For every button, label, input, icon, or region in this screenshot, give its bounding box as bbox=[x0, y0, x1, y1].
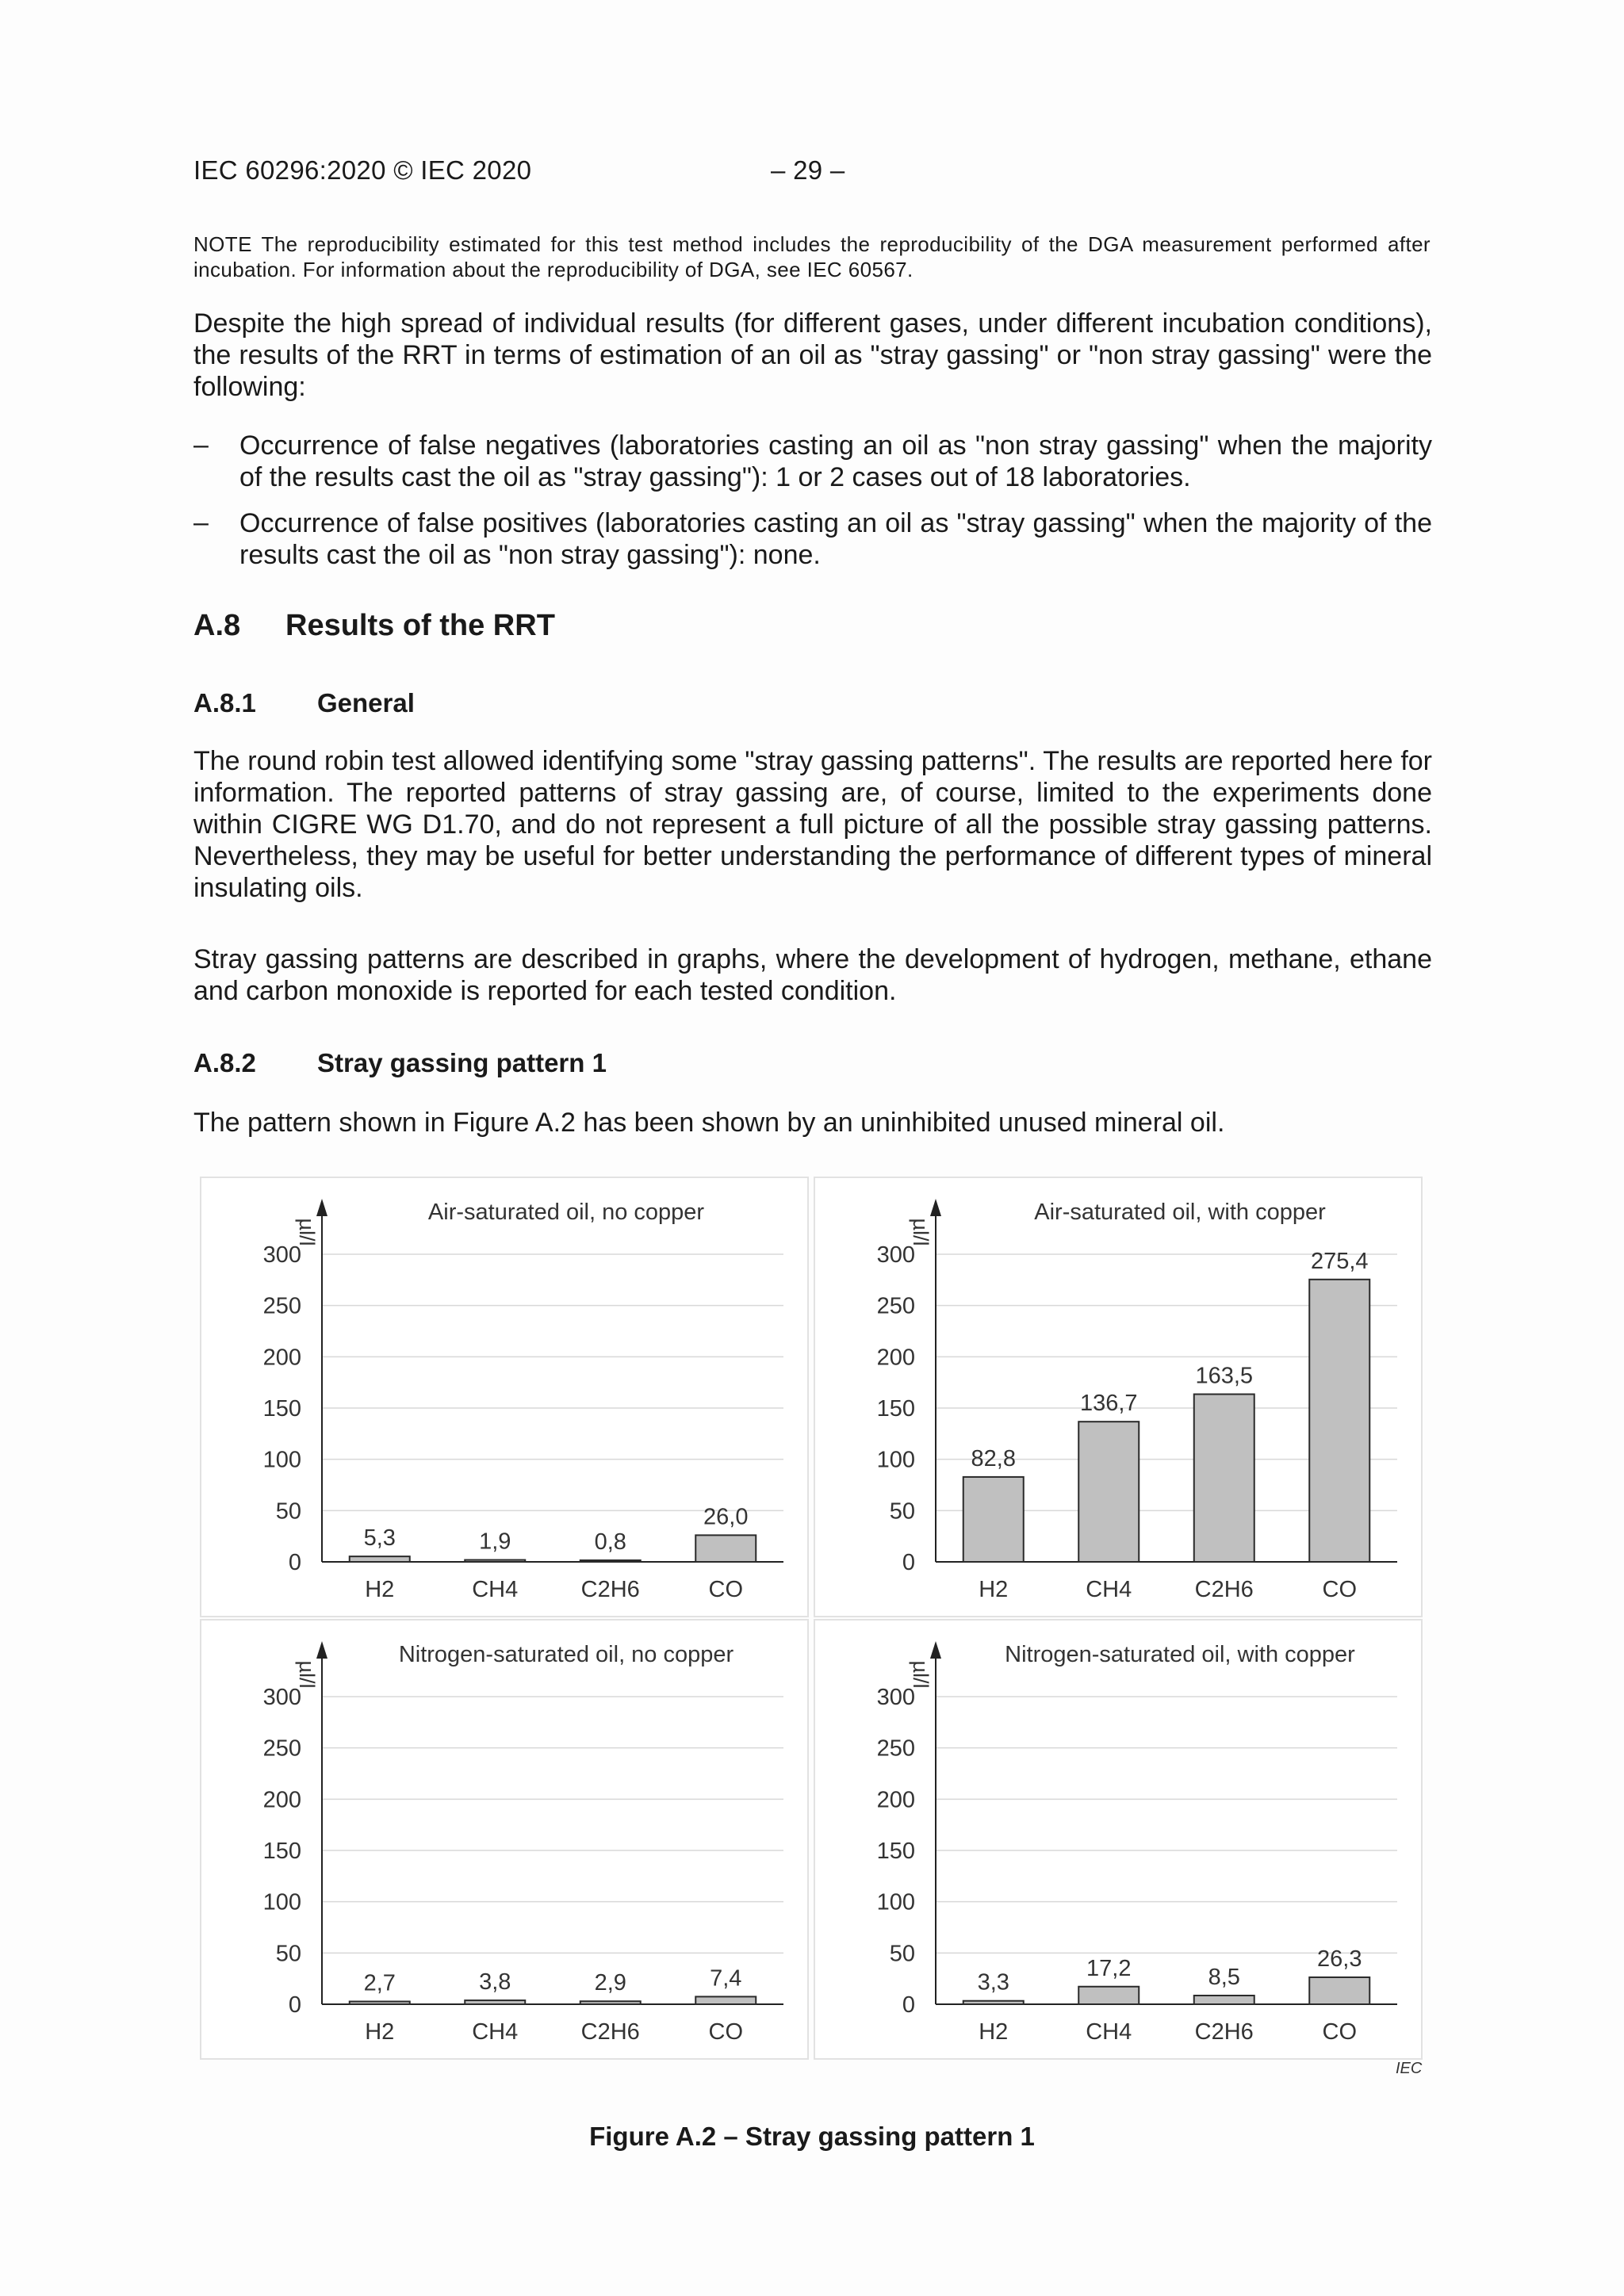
x-category-label: C2H6 bbox=[580, 1577, 640, 1602]
bar-h2 bbox=[350, 1556, 410, 1562]
bar-value-label: 1,9 bbox=[479, 1529, 511, 1555]
y-tick-label: 100 bbox=[262, 1447, 301, 1473]
header-standard-id: IEC 60296:2020 © IEC 2020 bbox=[193, 155, 532, 185]
y-tick-label: 200 bbox=[262, 1345, 301, 1371]
bullet-text-2: Occurrence of false positives (laboratories casting an oil as "stray gassing" when the majority of the results cast the oil as "non stray gassing"): none. bbox=[239, 508, 1432, 570]
y-tick-label: 0 bbox=[288, 1550, 301, 1575]
bullet-dash-2: – bbox=[193, 507, 209, 538]
y-axis-arrow-icon bbox=[930, 1641, 941, 1659]
bar-value-label: 8,5 bbox=[1208, 1965, 1240, 1991]
y-tick-label: 50 bbox=[275, 1941, 301, 1967]
bar-ch4 bbox=[465, 2000, 525, 2004]
y-tick-label: 200 bbox=[262, 1787, 301, 1813]
chart-title: Nitrogen-saturated oil, no copper bbox=[398, 1642, 734, 1667]
chart-panel-air-with-copper bbox=[814, 1177, 1423, 1617]
section-title: General bbox=[317, 688, 415, 718]
header-page-number: – 29 – bbox=[771, 155, 845, 185]
y-tick-label: 150 bbox=[876, 1396, 915, 1422]
chart-panel-nitrogen-no-copper bbox=[200, 1619, 809, 2060]
x-category-label: H2 bbox=[365, 2019, 395, 2045]
y-tick-label: 250 bbox=[262, 1293, 301, 1319]
bar-ch4 bbox=[1078, 1422, 1139, 1562]
y-axis-label: µl/l bbox=[295, 1660, 319, 1689]
bar-value-label: 2,9 bbox=[594, 1970, 626, 1996]
bullet-text-1: Occurrence of false negatives (laboratories casting an oil as "non stray gassing" when the majority of the results cast the oil as "stray gassing"): 1 or 2 cases out of 18 laboratories. bbox=[239, 430, 1432, 492]
y-tick-label: 300 bbox=[262, 1242, 301, 1268]
bar-h2 bbox=[963, 1477, 1024, 1562]
bar-h2 bbox=[963, 2001, 1024, 2004]
y-axis-arrow-icon bbox=[930, 1199, 941, 1216]
bar-value-label: 136,7 bbox=[1079, 1391, 1138, 1417]
chart-title: Nitrogen-saturated oil, with copper bbox=[1005, 1642, 1355, 1667]
bar-c2h6 bbox=[580, 1560, 641, 1562]
bar-c2h6 bbox=[1194, 1395, 1254, 1562]
bar-co bbox=[1309, 1977, 1369, 2004]
chart-title: Air-saturated oil, with copper bbox=[1034, 1200, 1326, 1225]
section-number: A.8.2 bbox=[193, 1048, 256, 1077]
bar-value-label: 3,8 bbox=[479, 1969, 511, 1996]
bar-chart-nitrogen-no-copper bbox=[201, 1621, 807, 2058]
bar-value-label: 2,7 bbox=[363, 1970, 396, 1996]
section-number: A.8 bbox=[193, 609, 241, 642]
bar-co bbox=[695, 1996, 756, 2004]
body-paragraph-1: Despite the high spread of individual results (for different gases, under different incubation conditions), the results of the RRT in terms of estimation of an oil as "stray gassing" or "non stray gassing" were the following: bbox=[193, 308, 1432, 402]
section-heading-a8 bbox=[193, 609, 555, 643]
y-tick-label: 150 bbox=[262, 1839, 301, 1864]
section-number: A.8.1 bbox=[193, 688, 256, 718]
bar-chart-nitrogen-with-copper bbox=[815, 1621, 1421, 2058]
y-axis-label: µl/l bbox=[909, 1218, 933, 1246]
x-category-label: C2H6 bbox=[1194, 1577, 1254, 1602]
x-category-label: CO bbox=[708, 2019, 743, 2045]
section-title: Stray gassing pattern 1 bbox=[317, 1048, 607, 1077]
y-tick-label: 300 bbox=[262, 1685, 301, 1710]
x-category-label: CO bbox=[1322, 2019, 1357, 2045]
y-tick-label: 300 bbox=[876, 1242, 915, 1268]
y-tick-label: 50 bbox=[889, 1498, 915, 1525]
bar-co bbox=[1309, 1280, 1369, 1562]
y-tick-label: 0 bbox=[902, 1992, 915, 2018]
x-category-label: H2 bbox=[365, 1577, 395, 1602]
x-category-label: CH4 bbox=[472, 1577, 519, 1602]
x-category-label: H2 bbox=[979, 2019, 1009, 2045]
bar-c2h6 bbox=[1194, 1996, 1254, 2004]
y-tick-label: 0 bbox=[288, 1992, 301, 2018]
chart-panel-air-no-copper bbox=[200, 1177, 809, 1617]
body-paragraph-2: The round robin test allowed identifying some "stray gassing patterns". The results are reported here for information. The reported patterns of stray gassing are, of course, limited to the experiments done within CIGRE WG D1.70, and do not represent a full picture of all the possible stray gassing patterns. Nevertheless, they may be useful for better understanding the performance of different types of mineral insulating oils. bbox=[193, 746, 1432, 903]
y-tick-label: 150 bbox=[876, 1839, 915, 1864]
y-tick-label: 50 bbox=[275, 1498, 301, 1525]
chart-title: Air-saturated oil, no copper bbox=[427, 1200, 705, 1225]
x-category-label: C2H6 bbox=[1194, 2019, 1254, 2045]
bar-h2 bbox=[350, 2002, 410, 2004]
chart-panel-nitrogen-with-copper bbox=[814, 1619, 1423, 2060]
y-tick-label: 150 bbox=[262, 1396, 301, 1422]
x-category-label: CH4 bbox=[472, 2019, 519, 2045]
bar-value-label: 7,4 bbox=[710, 1965, 742, 1992]
figure-caption: Figure A.2 – Stray gassing pattern 1 bbox=[589, 2122, 1035, 2151]
body-paragraph-4: The pattern shown in Figure A.2 has been shown by an uninhibited unused mineral oil. bbox=[193, 1108, 1225, 1138]
bar-value-label: 17,2 bbox=[1086, 1955, 1132, 1981]
x-category-label: CO bbox=[1322, 1577, 1357, 1602]
bar-value-label: 163,5 bbox=[1195, 1363, 1254, 1389]
y-tick-label: 250 bbox=[876, 1735, 915, 1762]
bar-ch4 bbox=[465, 1560, 525, 1562]
bar-value-label: 26,0 bbox=[703, 1504, 749, 1530]
y-tick-label: 0 bbox=[902, 1550, 915, 1575]
section-title: Results of the RRT bbox=[285, 609, 555, 642]
bar-chart-air-no-copper bbox=[201, 1178, 807, 1616]
y-tick-label: 250 bbox=[262, 1735, 301, 1762]
y-tick-label: 200 bbox=[876, 1787, 915, 1813]
bar-co bbox=[695, 1535, 756, 1562]
bar-value-label: 0,8 bbox=[594, 1529, 626, 1555]
y-axis-arrow-icon bbox=[316, 1641, 327, 1659]
x-category-label: CH4 bbox=[1086, 2019, 1132, 2045]
x-category-label: C2H6 bbox=[580, 2019, 640, 2045]
y-tick-label: 200 bbox=[876, 1345, 915, 1371]
bar-ch4 bbox=[1078, 1987, 1139, 2004]
section-heading-a82 bbox=[193, 1048, 607, 1078]
bar-value-label: 5,3 bbox=[363, 1525, 396, 1552]
y-tick-label: 100 bbox=[262, 1889, 301, 1915]
y-axis-arrow-icon bbox=[316, 1199, 327, 1216]
section-heading-a81 bbox=[193, 688, 415, 718]
note-paragraph: NOTE The reproducibility estimated for this test method includes the reproducibility of the DGA measurement performed after incubation. For information about the reproducibility of DGA, see IEC 60567. bbox=[193, 232, 1431, 281]
y-tick-label: 100 bbox=[876, 1447, 915, 1473]
x-category-label: H2 bbox=[979, 1577, 1009, 1602]
x-category-label: CO bbox=[708, 1577, 743, 1602]
y-tick-label: 250 bbox=[876, 1293, 915, 1319]
y-tick-label: 300 bbox=[876, 1685, 915, 1710]
bar-value-label: 3,3 bbox=[977, 1969, 1009, 1996]
body-paragraph-3: Stray gassing patterns are described in graphs, where the development of hydrogen, methane, ethane and carbon monoxide is reported for each tested condition. bbox=[193, 944, 1432, 1006]
bar-c2h6 bbox=[580, 2001, 641, 2004]
y-axis-label: µl/l bbox=[295, 1218, 319, 1246]
y-tick-label: 50 bbox=[889, 1941, 915, 1967]
bullet-dash-1: – bbox=[193, 430, 209, 460]
bar-chart-air-with-copper bbox=[815, 1178, 1421, 1616]
bar-value-label: 26,3 bbox=[1317, 1946, 1362, 1972]
iec-figure-mark: IEC bbox=[1396, 2060, 1423, 2077]
bar-value-label: 82,8 bbox=[971, 1445, 1016, 1471]
y-axis-label: µl/l bbox=[909, 1660, 933, 1689]
y-tick-label: 100 bbox=[876, 1889, 915, 1915]
x-category-label: CH4 bbox=[1086, 1577, 1132, 1602]
bar-value-label: 275,4 bbox=[1310, 1248, 1369, 1274]
